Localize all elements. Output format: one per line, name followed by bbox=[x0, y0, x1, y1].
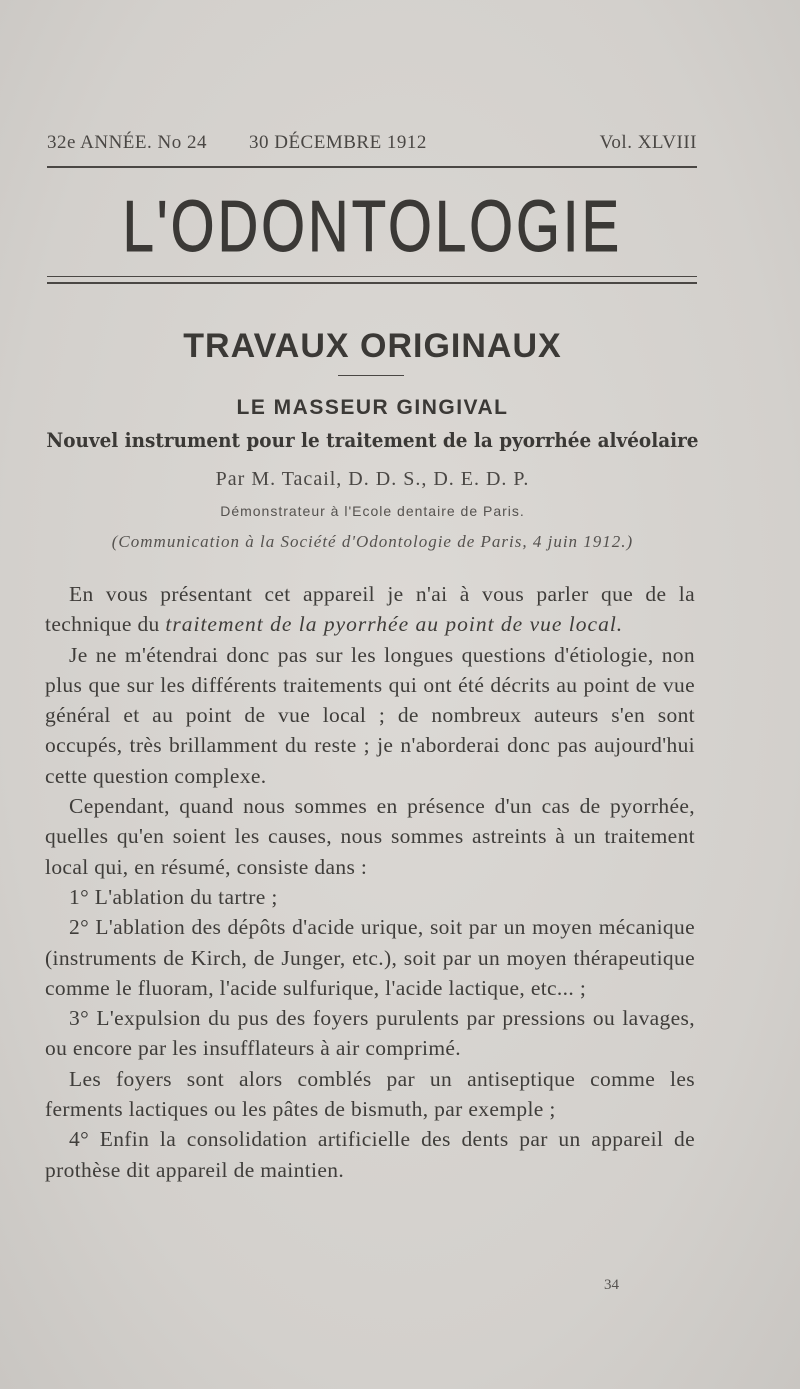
section-rule bbox=[338, 375, 404, 376]
running-header bbox=[47, 132, 697, 154]
article-author: Par M. Tacail, D. D. S., D. E. D. P. bbox=[215, 468, 530, 490]
paragraph-1-emphasis: traitement de la pyorrhée au point de vue local. bbox=[165, 612, 624, 637]
paragraph-8: 4° Enfin la consolidation artificielle des dents par un appareil de prothèse dit appareil de maintien. bbox=[45, 1127, 695, 1182]
title-double-rule bbox=[47, 276, 697, 284]
paragraph-7: Les foyers sont alors comblés par un antiseptique comme les ferments lactiques ou les pâtes de bismuth, par exemple ; bbox=[45, 1066, 695, 1122]
paragraph-1 bbox=[45, 579, 695, 640]
communication-note: (Communication à la Société d'Odontologie de Paris, 4 juin 1912.) bbox=[111, 532, 634, 551]
issue-number: 32e ANNÉE. No 24 bbox=[47, 132, 207, 153]
paragraph-3: Cependant, quand nous sommes en présence d'un cas de pyorrhée, quelles qu'en soient les causes, nous sommes astreints à un traitement local qui, en résumé, consiste dans : bbox=[45, 794, 695, 879]
paragraph-1-text: En vous présentant cet appareil je n'ai à vous parler que de la technique du bbox=[45, 582, 695, 637]
section-title: TRAVAUX ORIGINAUX bbox=[183, 327, 562, 365]
page-number: 34 bbox=[604, 1277, 619, 1293]
header-rule bbox=[47, 166, 697, 168]
article-subtitle: Nouvel instrument pour le traitement de la pyorrhée alvéolaire bbox=[46, 428, 699, 452]
paragraph-5: 2° L'ablation des dépôts d'acide urique, soit par un moyen mécanique (instruments de Kirch, de Junger, etc.), soit par un moyen thérapeutique comme le fluoram, l'acide sulfurique, l'acide lactique, etc... ; bbox=[45, 915, 695, 1000]
volume-number: Vol. XLVIII bbox=[599, 132, 697, 153]
article-body bbox=[45, 579, 695, 1185]
paragraph-4: 1° L'ablation du tartre ; bbox=[69, 884, 278, 909]
article-title: LE MASSEUR GINGIVAL bbox=[236, 396, 509, 419]
paragraph-6: 3° L'expulsion du pus des foyers purulents par pressions ou lavages, ou encore par les insufflateurs à air comprimé. bbox=[45, 1006, 695, 1061]
journal-title: L'ODONTOLOGIE bbox=[122, 187, 623, 267]
issue-date: 30 DÉCEMBRE 1912 bbox=[248, 132, 427, 153]
author-affiliation: Démonstrateur à l'Ecole dentaire de Paris. bbox=[220, 503, 525, 519]
paragraph-2: Je ne m'étendrai donc pas sur les longues questions d'étiologie, non plus que sur les différents traitements qui ont été décrits au point de vue général et au point de vue local ; de nombreux auteurs s'en sont occupés, très brillamment du reste ; je n'aborderai donc pas aujourd'hui cette question complexe. bbox=[45, 642, 695, 788]
